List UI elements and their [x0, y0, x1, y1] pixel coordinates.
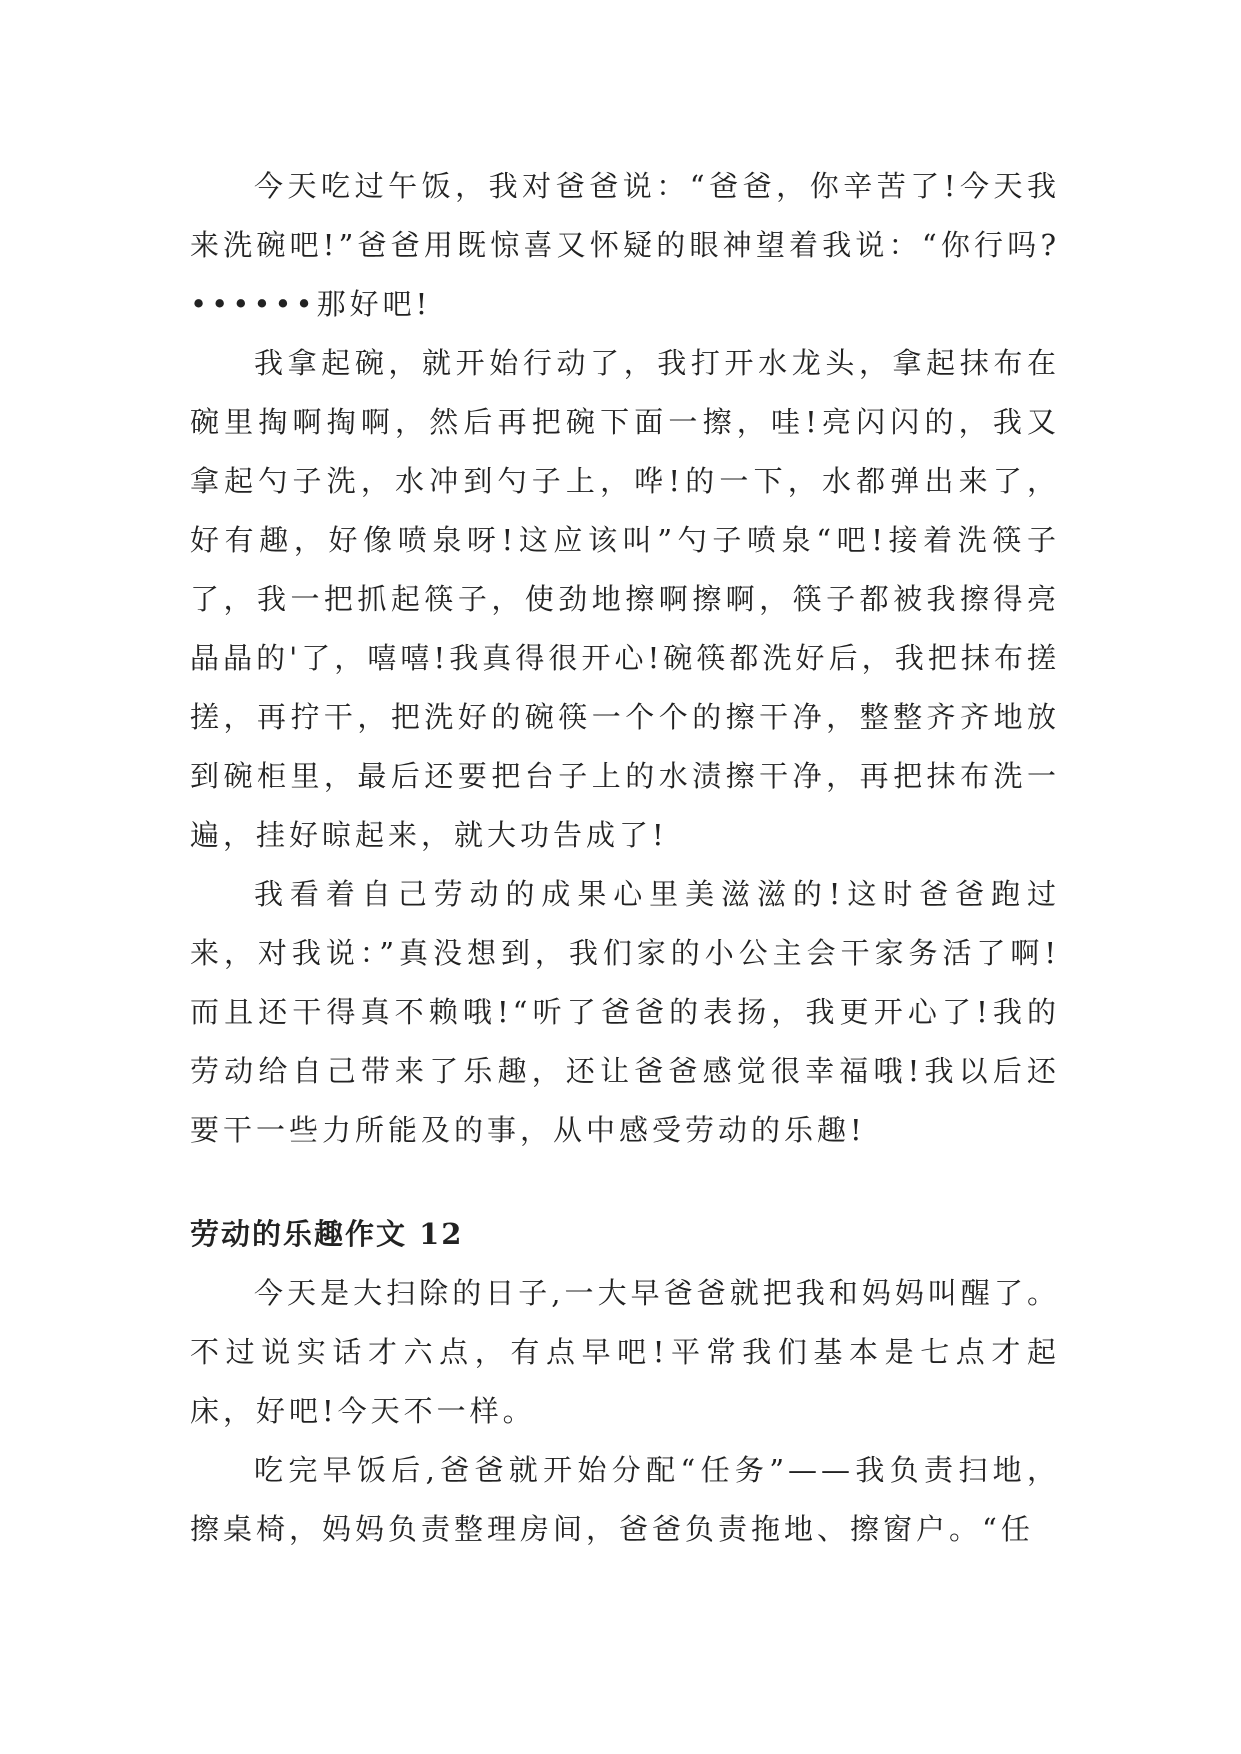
document-body [190, 157, 1060, 1559]
paragraph: 我看着自己劳动的成果心里美滋滋的!这时爸爸跑过来，对我说：”真没想到，我们家的小公主会干家务活了啊!而且还干得真不赖哦!“听了爸爸的表扬，我更开心了!我的劳动给自己带来了乐趣，还让爸爸感觉很幸福哦!我以后还要干一些力所能及的事，从中感受劳动的乐趣! [190, 877, 1060, 1147]
section-heading: 劳动的乐趣作文 12 [190, 1217, 464, 1251]
paragraph: 今天是大扫除的日子,一大早爸爸就把我和妈妈叫醒了。不过说实话才六点，有点早吧!平常我们基本是七点才起床，好吧!今天不一样。 [190, 1276, 1060, 1428]
paragraph: 今天吃过午饭，我对爸爸说：“爸爸，你辛苦了!今天我来洗碗吧!”爸爸用既惊喜又怀疑的眼神望着我说：“你行吗?••••••那好吧! [190, 169, 1060, 321]
paragraph: 吃完早饭后,爸爸就开始分配“任务”——我负责扫地，擦桌椅，妈妈负责整理房间，爸爸负责拖地、擦窗户。“任 [190, 1453, 1060, 1546]
paragraph: 我拿起碗，就开始行动了，我打开水龙头，拿起抹布在碗里掏啊掏啊，然后再把碗下面一擦，哇!亮闪闪的，我又拿起勺子洗，水冲到勺子上，哗!的一下，水都弹出来了，好有趣，好像喷泉呀!这应该叫”勺子喷泉“吧!接着洗筷子了，我一把抓起筷子，使劲地擦啊擦啊，筷子都被我擦得亮晶晶的'了，嘻嘻!我真得很开心!碗筷都洗好后，我把抹布搓搓，再拧干，把洗好的碗筷一个个的擦干净，整整齐齐地放到碗柜里，最后还要把台子上的水渍擦干净，再把抹布洗一遍，挂好晾起来，就大功告成了! [190, 346, 1060, 852]
